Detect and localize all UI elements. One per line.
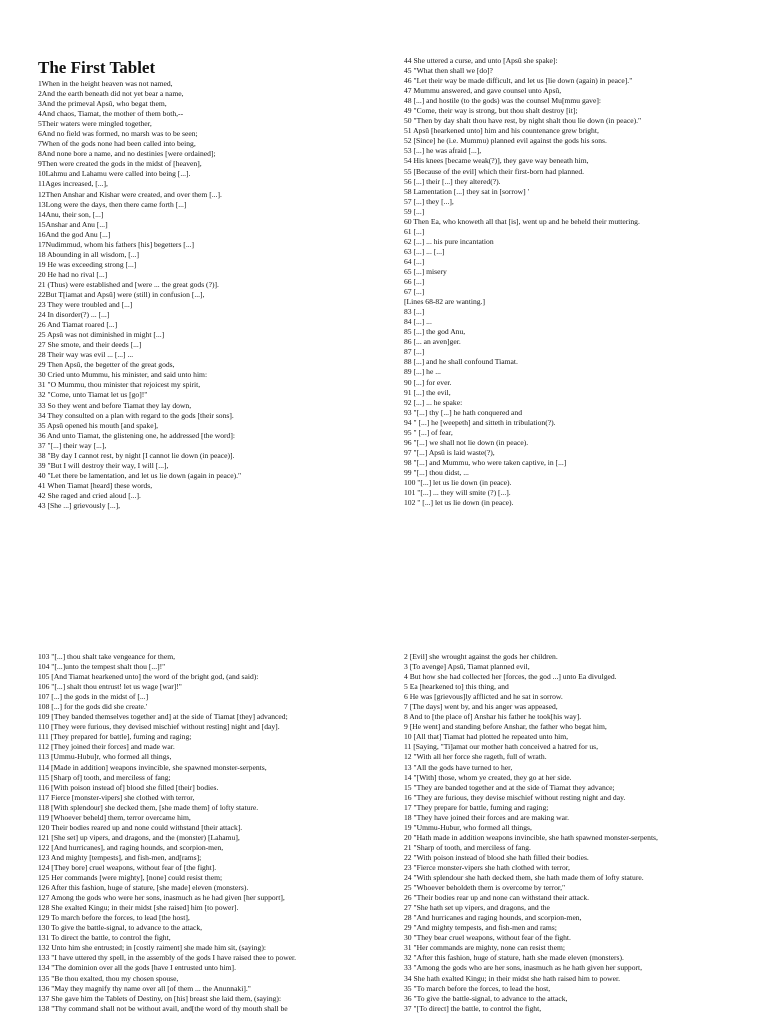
text-line: 6 He was [grievous]ly afflicted and he sat in sorrow. <box>404 692 563 702</box>
text-line: 16And the god Anu [...] <box>38 229 111 239</box>
text-line: 97 "[...] Apsû is laid waste(?), <box>404 447 495 457</box>
text-line: 127 Among the gods who were her sons, inasmuch as he had given [her support], <box>38 893 285 903</box>
page-title: The First Tablet <box>38 58 156 77</box>
text-line: 28 "And hurricanes and raging hounds, and scorpion-men, <box>404 913 582 923</box>
text-line: 116 [With poison instead of] blood she filled [their] bodies. <box>38 782 219 792</box>
text-line: 16 "They are furious, they devise mischief without resting night and day. <box>404 792 626 802</box>
text-line: 20 He had no rival [...] <box>38 269 108 279</box>
text-line: 29 Then Apsû, the begetter of the great gods, <box>38 360 175 370</box>
text-line: 98 "[...] and Mummu, who were taken captive, in [...] <box>404 457 567 467</box>
text-line: 108 [...] for the gods did she create.' <box>38 702 148 712</box>
text-line: 115 [Sharp of] tooth, and merciless of fang; <box>38 772 171 782</box>
text-line: 91 [...] the evil, <box>404 387 451 397</box>
text-line: 109 [They banded themselves together and] at the side of Tiamat [they] advanced; <box>38 712 288 722</box>
text-line: 134 "The dominion over all the gods [have I entrusted unto him]. <box>38 963 236 973</box>
text-line: 7 [The days] went by, and his anger was appeased, <box>404 702 558 712</box>
text-line: 62 [...] ... his pure incantation <box>404 236 494 246</box>
text-line: 19 He was exceeding strong [...] <box>38 259 137 269</box>
text-line: 5 Ea [hearkened to] this thing, and <box>404 682 509 692</box>
text-line: 26 And Tiamat roared [...] <box>38 320 118 330</box>
text-line: 15 "They are banded together and at the side of Tiamat they advance; <box>404 782 615 792</box>
text-line: 104 "[...]unto the tempest shalt thou [...]!" <box>38 662 166 672</box>
text-line: 27 She smote, and their deeds [...] <box>38 340 142 350</box>
text-line: 90 [...] for ever. <box>404 377 452 387</box>
text-line: 3 [To avenge] Apsû, Tiamat planned evil, <box>404 662 530 672</box>
text-line: 100 "[...] let us lie down (in peace). <box>404 477 512 487</box>
text-line: 113 [Ummu-Hubu]r, who formed all things, <box>38 752 172 762</box>
text-line: 4And chaos, Tiamat, the mother of them both,-- <box>38 109 184 119</box>
text-line: 99 "[...] thou didst, ... <box>404 467 469 477</box>
column-4 <box>404 652 754 1024</box>
text-line: 83 [...] <box>404 307 425 317</box>
text-line: 9Then were created the gods in the midst of [heaven], <box>38 159 202 169</box>
text-line: 43 [She ...] grievously [...], <box>38 500 121 510</box>
text-line: 30 Cried unto Mummu, his minister, and said unto him: <box>38 370 208 380</box>
text-line: 26 "Their bodies rear up and none can withstand their attack. <box>404 893 590 903</box>
text-line: 37 "[To direct] the battle, to control the fight, <box>404 1003 542 1013</box>
column-3 <box>38 652 386 1024</box>
text-line: 14Anu, their son, [...] <box>38 209 104 219</box>
text-line: 49 "Come, their way is strong, but thou shalt destroy [it]; <box>404 106 578 116</box>
text-line: 29 "And mighty tempests, and fish-men and rams; <box>404 923 557 933</box>
text-line: 22But T[iamat and Apsû] were (still) in confusion [...], <box>38 289 205 299</box>
text-line: 86 [... an aven]ger. <box>404 337 461 347</box>
text-line: 14 "[With] those, whom ye created, they go at her side. <box>404 772 572 782</box>
text-line: 2 [Evil] she wrought against the gods her children. <box>404 652 558 661</box>
text-line: 125 Her commands [were mighty], [none] could resist them; <box>38 873 223 883</box>
text-line: 27 "She hath set up vipers, and dragons, and the <box>404 903 550 913</box>
text-line: 12Then Anshar and Kishar were created, and over them [...]. <box>38 189 222 199</box>
text-line: 135 "Be thou exalted, thou my chosen spouse, <box>38 973 179 983</box>
text-line: 36 And unto Tiamat, the glistening one, he addressed [the word]: <box>38 430 235 440</box>
text-line: 18 Abounding in all wisdom, [...] <box>38 249 140 259</box>
text-line: 11 [Saying, "Ti]amat our mother hath conceived a hatred for us, <box>404 742 599 752</box>
text-line: 61 [...] <box>404 226 425 236</box>
text-line: 112 [They joined their forces] and made war. <box>38 742 175 752</box>
text-line: 122 [And hurricanes], and raging hounds, and scorpion-men, <box>38 842 224 852</box>
text-line: 15Anshar and Anu [...] <box>38 219 108 229</box>
text-line: 7When of the gods none had been called into being, <box>38 139 196 149</box>
text-line: 24 "With splendour she hath decked them, she hath made them of lofty stature. <box>404 873 644 883</box>
text-line: 11Ages increased, [...], <box>38 179 108 189</box>
text-line: 9 [He went] and standing before Anshar, the father who begat him, <box>404 722 607 732</box>
text-line: 33 So they went and before Tiamat they lay down, <box>38 400 192 410</box>
text-line: 38 "By day I cannot rest, by night [I cannot lie down (in peace)]. <box>38 450 235 460</box>
text-line: 45 "What then shall we [do]? <box>404 66 493 76</box>
text-line: 87 [...] <box>404 347 425 357</box>
text-line: 20 "Hath made in addition weapons invincible, she hath spawned monster-serpents, <box>404 832 658 842</box>
text-line: 50 "Then by day shalt thou have rest, by night shalt thou lie down (in peace)." <box>404 116 642 126</box>
text-line: 88 [...] and he shall confound Tiamat. <box>404 357 518 367</box>
text-line: 23 "Fierce monster-vipers she hath clothed with terror, <box>404 862 570 872</box>
text-line: 106 "[...] shalt thou entrust! let us wage [war]!" <box>38 682 182 692</box>
text-line: 32 "After this fashion, huge of stature, hath she made eleven (monsters). <box>404 953 624 963</box>
text-line: 129 To march before the forces, to lead [the host], <box>38 913 190 923</box>
text-line: 23 They were troubled and [...] <box>38 300 133 310</box>
text-line: 25 Apsû was not diminished in might [...] <box>38 330 165 340</box>
text-line: [Lines 68-82 are wanting.] <box>404 297 485 307</box>
text-line: 92 [...] ... he spake: <box>404 397 463 407</box>
text-line: 54 His knees [became weak(?)], they gave way beneath him, <box>404 156 589 166</box>
text-line: 120 Their bodies reared up and none could withstand [their attack]. <box>38 822 243 832</box>
text-line: 32 "Come, unto Tiamat let us [go]!" <box>38 390 148 400</box>
text-line: 21 (Thus) were established and [were ... the great gods (?)]. <box>38 279 219 289</box>
text-line: 1When in the height heaven was not named, <box>38 79 173 88</box>
text-line: 6And no field was formed, no marsh was to be seen; <box>38 129 198 139</box>
text-line: 36 "To give the battle-signal, to advance to the attack, <box>404 993 568 1003</box>
text-line: 64 [...] <box>404 256 425 266</box>
text-line: 48 [...] and hostile (to the gods) was the counsel Mu[mmu gave]: <box>404 96 601 106</box>
text-line: 56 [...] their [...] they altered(?). <box>404 176 501 186</box>
text-line: 118 [With splendour] she decked them, [she made them] of lofty stature. <box>38 802 259 812</box>
text-line: 53 [...] he was afraid [...], <box>404 146 482 156</box>
text-line: 10Lahmu and Lahamu were called into being [...]. <box>38 169 191 179</box>
text-line: 57 [...] they [...], <box>404 196 454 206</box>
text-line: 110 [They were furious, they devised mischief without resting] night and [day]. <box>38 722 280 732</box>
text-line: 138 "Thy command shall not be without avail, and[the word of thy mouth shall be <box>38 1003 288 1013</box>
text-line: 94 " [...] he [weepeth] and sitteth in tribulation(?). <box>404 417 556 427</box>
text-line: 93 "[...] thy [...] he hath conquered and <box>404 407 523 417</box>
text-line: 2And the earth beneath did not yet bear a name, <box>38 89 184 99</box>
text-line: 63 [...] ... [...] <box>404 246 445 256</box>
text-line: 123 And mighty [tempests], and fish-men, and[rams]; <box>38 852 202 862</box>
text-line: 34 They consulted on a plan with regard to the gods [their sons]. <box>38 410 234 420</box>
text-line: 60 Then Ea, who knoweth all that [is], went up and he beheld their muttering. <box>404 216 640 226</box>
text-line: 24 In disorder(?) ... [...] <box>38 310 110 320</box>
text-line: 65 [...] misery <box>404 266 447 276</box>
text-line: 124 [They bore] cruel weapons, without fear of [the fight]. <box>38 862 217 872</box>
text-line: 126 After this fashion, huge of stature, [she made] eleven (monsters). <box>38 883 249 893</box>
text-line: 4 But how she had collected her [forces, the god ...] unto Ea divulged. <box>404 672 617 682</box>
text-line: 101 "[...] ... they will smite (?) [...]. <box>404 488 511 498</box>
text-line: 21 "Sharp of tooth, and merciless of fang. <box>404 842 531 852</box>
text-line: 66 [...] <box>404 277 425 287</box>
column-1 <box>38 58 378 511</box>
text-line: 5Their waters were mingled together, <box>38 119 152 129</box>
text-line: 31 "Her commands are mighty, none can resist them; <box>404 943 565 953</box>
text-line: 35 "To march before the forces, to lead the host, <box>404 983 551 993</box>
text-line: 128 She exalted Kingu; in their midst [she raised] him [to power]. <box>38 903 239 913</box>
text-line: 25 "Whoever beholdeth them is overcome by terror," <box>404 883 566 893</box>
text-line: 102 " [...] let us lie down (in peace). <box>404 498 514 508</box>
text-line: 103 "[...] thou shalt take vengeance for them, <box>38 652 175 661</box>
text-line: 17 "They prepare for battle, fuming and raging; <box>404 802 549 812</box>
text-line: 51 Apsû [hearkened unto] him and his countenance grew bright, <box>404 126 599 136</box>
text-line: 13 "All the gods have turned to her, <box>404 762 513 772</box>
text-line: 133 "I have uttered thy spell, in the assembly of the gods I have raised thee to power. <box>38 953 297 963</box>
text-line: 52 [Since] he (i.e. Mummu) planned evil against the gods his sons. <box>404 136 607 146</box>
text-line: 37 "[...] their way [...], <box>38 440 107 450</box>
text-line: 117 Fierce [monster-vipers] she clothed with terror, <box>38 792 195 802</box>
text-line: 136 "May they magnify thy name over all [of them ... the Anunnaki]." <box>38 983 251 993</box>
text-line: 105 [And Tiamat hearkened unto] the word of the bright god, (and said): <box>38 672 259 682</box>
text-line: 96 "[...] we shall not lie down (in peace). <box>404 437 529 447</box>
text-line: 107 [...] the gods in the midst of [...] <box>38 692 149 702</box>
text-line: 114 [Made in addition] weapons invincible, she spawned monster-serpents, <box>38 762 267 772</box>
text-line: 39 "But I will destroy their way, I will [...], <box>38 460 169 470</box>
text-line: 19 "Ummu-Hubur, who formed all things, <box>404 822 532 832</box>
text-line: 130 To give the battle-signal, to advance to the attack, <box>38 923 203 933</box>
text-line: 111 [They prepared for battle], fuming and raging; <box>38 732 192 742</box>
text-line: 3And the primeval Apsû, who begat them, <box>38 99 167 109</box>
text-line: 95 " [...] of fear, <box>404 427 453 437</box>
text-line: 18 "They have joined their forces and are making war. <box>404 812 570 822</box>
text-line: 22 "With poison instead of blood she hath filled their bodies. <box>404 852 589 862</box>
text-line: 41 When Tiamat [heard] these words, <box>38 480 153 490</box>
text-line: 12 "With all her force she rageth, full of wrath. <box>404 752 547 762</box>
text-line: 35 Apsû opened his mouth [and spake], <box>38 420 159 430</box>
text-line: 33 "Among the gods who are her sons, inasmuch as he hath given her support, <box>404 963 643 973</box>
text-line: 8And none bore a name, and no destinies [were ordained]; <box>38 149 216 159</box>
text-line: 17Nudimmud, whom his fathers [his] begetters [...] <box>38 239 195 249</box>
text-line: 121 [She set] up vipers, and dragons, and the (monster) [Lahamu], <box>38 832 240 842</box>
text-line: 58 Lamentation [...] they sat in [sorrow] ' <box>404 186 529 196</box>
text-line: 131 To direct the battle, to control the fight, <box>38 933 171 943</box>
text-line: 10 [All that] Tiamat had plotted he repeated unto him, <box>404 732 569 742</box>
column-2 <box>404 56 754 508</box>
text-line: 47 Mummu answered, and gave counsel unto Apsû, <box>404 86 562 96</box>
text-line: 67 [...] <box>404 287 425 297</box>
text-line: 132 Unto him she entrusted; in [costly raiment] she made him sit, (saying): <box>38 943 266 953</box>
text-line: 84 [...] ... <box>404 317 432 327</box>
text-line: 40 "Let there be lamentation, and let us lie down (again in peace)." <box>38 470 242 480</box>
text-line: 89 [...] he ... <box>404 367 441 377</box>
text-line: 59 [...] <box>404 206 425 216</box>
text-line: 31 "O Mummu, thou minister that rejoicest my spirit, <box>38 380 201 390</box>
text-line: 34 She hath exalted Kingu; in their midst she hath raised him to power. <box>404 973 620 983</box>
text-line: 13Long were the days, then there came forth [...] <box>38 199 187 209</box>
text-line: 30 "They bear cruel weapons, without fear of the fight. <box>404 933 571 943</box>
text-line: 8 And to [the place of] Anshar his father he took[his way]. <box>404 712 582 722</box>
text-line: 119 [Whoever beheld] them, terror overcame him, <box>38 812 191 822</box>
text-line: 85 [...] the god Anu, <box>404 327 466 337</box>
text-line: 42 She raged and cried aloud [...]. <box>38 490 141 500</box>
text-line: 44 She uttered a curse, and unto [Apsû she spake]: <box>404 56 558 65</box>
text-line: 28 Their way was evil ... [...] ... <box>38 350 134 360</box>
text-line: 137 She gave him the Tablets of Destiny, on [his] breast she laid them, (saying): <box>38 993 282 1003</box>
text-line: 46 "Let their way be made difficult, and let us [lie down (again) in peace]." <box>404 76 633 86</box>
text-line: 55 [Because of the evil] which their first-born had planned. <box>404 166 585 176</box>
